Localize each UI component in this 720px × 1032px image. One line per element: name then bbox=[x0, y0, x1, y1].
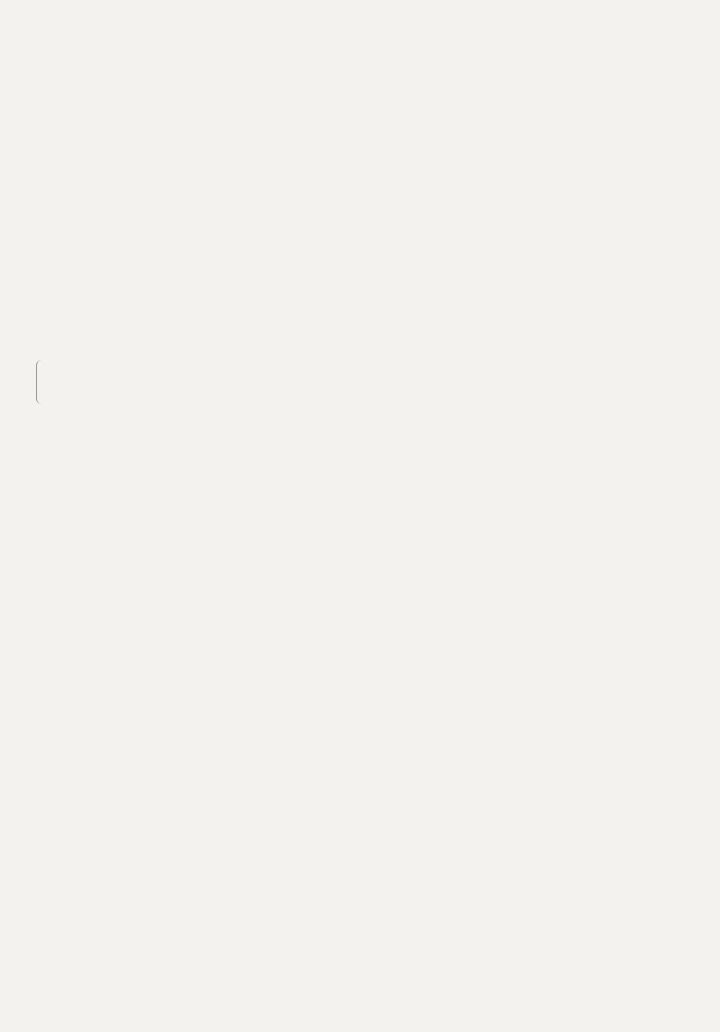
text-line bbox=[60, 550, 592, 575]
text-line bbox=[60, 825, 592, 850]
text-line bbox=[60, 800, 592, 825]
text-line bbox=[60, 161, 592, 186]
text-line bbox=[60, 775, 592, 800]
text-line bbox=[60, 286, 592, 311]
ornament-band-top bbox=[62, 82, 600, 102]
text-line bbox=[60, 211, 592, 236]
text-line bbox=[60, 186, 592, 211]
text-line bbox=[60, 675, 592, 700]
ornament-band-middle bbox=[62, 428, 590, 448]
text-block-top bbox=[60, 136, 592, 386]
text-line bbox=[60, 600, 592, 625]
text-line bbox=[60, 236, 592, 261]
text-line bbox=[60, 750, 592, 775]
text-line bbox=[60, 311, 592, 336]
text-line bbox=[60, 625, 592, 650]
text-line bbox=[60, 261, 592, 286]
text-line bbox=[60, 361, 592, 386]
text-line bbox=[60, 575, 592, 600]
text-line bbox=[60, 336, 592, 361]
text-line bbox=[60, 500, 592, 525]
text-line bbox=[60, 650, 592, 675]
text-line bbox=[60, 700, 592, 725]
text-line bbox=[60, 525, 592, 550]
text-line bbox=[60, 136, 592, 161]
text-line bbox=[60, 725, 592, 750]
text-block-main bbox=[60, 500, 592, 850]
margin-bracket-mark bbox=[36, 360, 47, 404]
